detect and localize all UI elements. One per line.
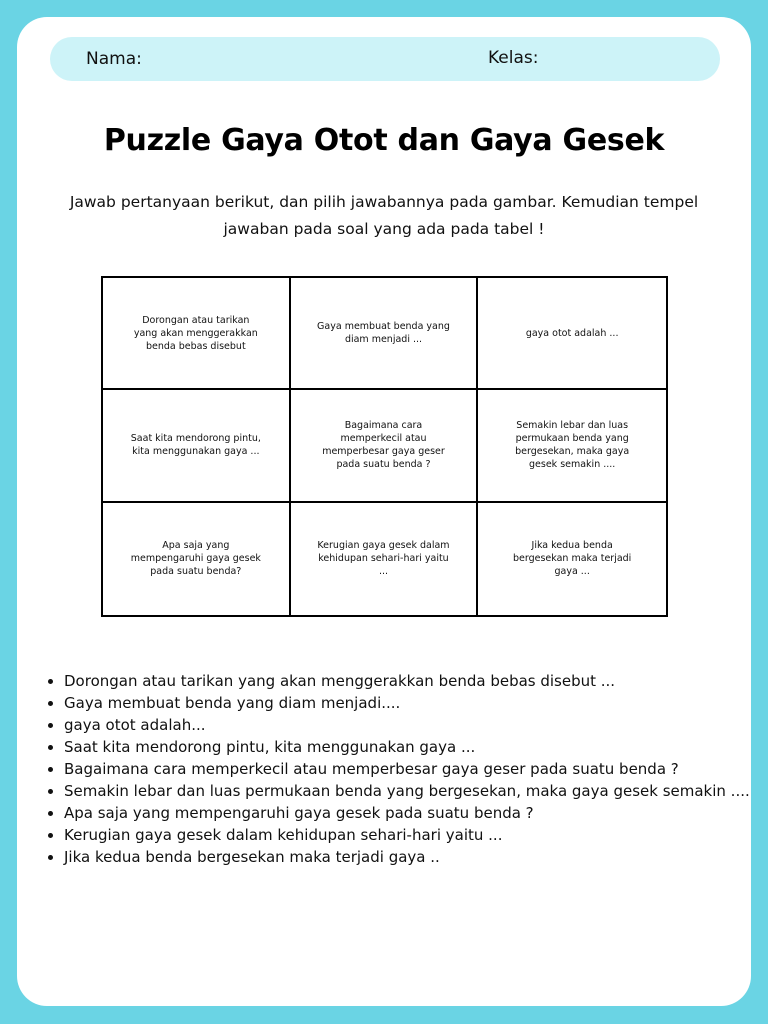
instructions-text: Jawab pertanyaan berikut, dan pilih jawabannya pada gambar. Kemudian tempel jawaban pada soal yang ada pada tabel ! — [69, 193, 699, 238]
puzzle-cell: Dorongan atau tarikan yang akan menggerakkan benda bebas disebut — [103, 278, 291, 390]
question-item: • Saat kita mendorong pintu, kita menggunakan gaya ... — [64, 736, 754, 758]
question-item: • Bagaimana cara memperkecil atau memperbesar gaya geser pada suatu benda ? — [64, 758, 754, 780]
question-item: • Apa saja yang mempengaruhi gaya gesek pada suatu benda ? — [64, 802, 754, 824]
puzzle-cell: Apa saja yang mempengaruhi gaya gesek pada suatu benda? — [103, 503, 291, 615]
puzzle-cell: Kerugian gaya gesek dalam kehidupan sehari-hari yaitu ... — [291, 503, 479, 615]
question-item: • Kerugian gaya gesek dalam kehidupan sehari-hari yaitu ... — [64, 824, 754, 846]
student-info-bar — [50, 37, 720, 81]
question-item: • Gaya membuat benda yang diam menjadi.... — [64, 692, 754, 714]
puzzle-cell: gaya otot adalah ... — [478, 278, 666, 390]
question-item: • Jika kedua benda bergesekan maka terjadi gaya .. — [64, 846, 754, 868]
puzzle-cell: Bagaimana cara memperkecil atau memperbesar gaya geser pada suatu benda ? — [291, 390, 479, 502]
page-title: Puzzle Gaya Otot dan Gaya Gesek — [103, 123, 665, 158]
question-list — [47, 670, 754, 868]
puzzle-cell: Jika kedua benda bergesekan maka terjadi gaya ... — [512, 540, 632, 578]
question-item: • gaya otot adalah... — [64, 714, 754, 736]
puzzle-cell: Semakin lebar dan luas permukaan benda yang bergesekan, maka gaya gesek semakin .... — [478, 390, 666, 502]
puzzle-cell: Saat kita mendorong pintu, kita menggunakan gaya ... — [103, 390, 291, 502]
question-item: • Semakin lebar dan luas permukaan benda yang bergesekan, maka gaya gesek semakin .... — [64, 780, 754, 802]
class-field-label: Kelas: — [488, 48, 539, 68]
puzzle-grid — [101, 276, 668, 617]
worksheet-page — [17, 17, 751, 1006]
name-field-label: Nama: — [86, 49, 142, 69]
question-item: • Dorongan atau tarikan yang akan menggerakkan benda bebas disebut ... — [64, 670, 754, 692]
puzzle-cell: Gaya membuat benda yang diam menjadi ... — [291, 278, 479, 390]
